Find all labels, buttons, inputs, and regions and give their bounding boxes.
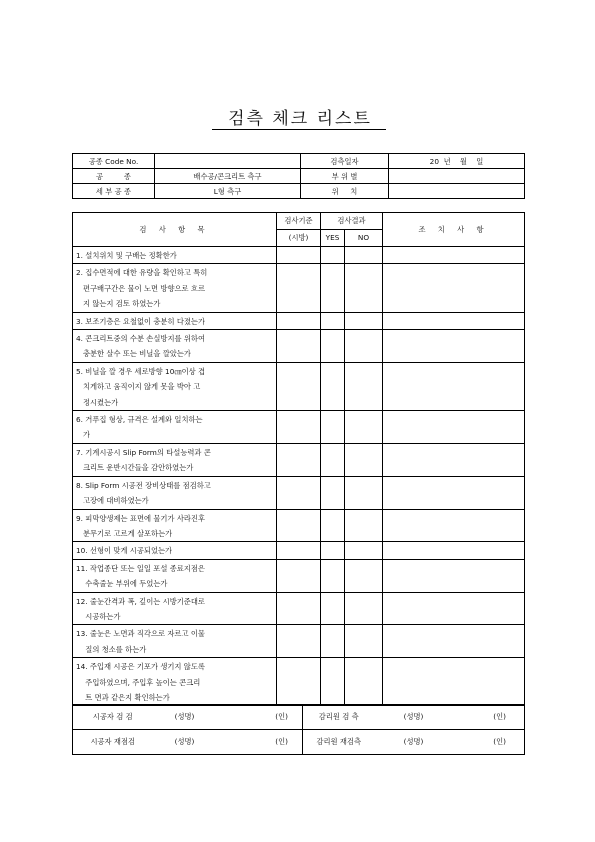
checklist-standard-cell[interactable] [277, 592, 321, 625]
checklist-standard-cell[interactable] [277, 476, 321, 509]
checklist-item-text [73, 592, 277, 625]
info-table [72, 153, 525, 199]
checklist-item-line: 14. 주입재 시공은 기포가 생기지 않도록 [76, 662, 205, 672]
checklist-row [73, 330, 525, 363]
checklist-item-line: 가 [76, 430, 91, 440]
checklist-yes-cell[interactable] [321, 247, 345, 264]
checklist-no-cell[interactable] [345, 312, 383, 329]
info-row-work [73, 169, 525, 184]
checklist-standard-cell[interactable] [277, 247, 321, 264]
work-value[interactable]: 배수공/콘크리트 측구 [155, 169, 301, 184]
header-result: 검사결과 [321, 213, 383, 230]
checklist-yes-cell[interactable] [321, 658, 345, 706]
checklist-standard-cell[interactable] [277, 330, 321, 363]
checklist-item-text [73, 312, 277, 329]
checklist-no-cell[interactable] [345, 542, 383, 559]
checklist-item-text [73, 330, 277, 363]
checklist-yes-cell[interactable] [321, 362, 345, 410]
checklist-standard-cell[interactable] [277, 559, 321, 592]
info-row-sub [73, 184, 525, 199]
checklist-item-line: 6. 거푸집 형상, 규격은 설계와 일치하는 [76, 415, 203, 425]
checklist-item-line: 10. 선형이 맞게 시공되었는가 [76, 546, 173, 556]
checklist-action-cell[interactable] [383, 658, 525, 706]
checklist-yes-cell[interactable] [321, 411, 345, 444]
checklist-no-cell[interactable] [345, 264, 383, 312]
checklist-item-line: 3. 보조기층은 요철없이 충분히 다졌는가 [76, 316, 206, 326]
loc-label: 위 치 [301, 184, 389, 199]
checklist-action-cell[interactable] [383, 362, 525, 410]
signature-row-2 [73, 730, 525, 755]
checklist-item-line: 8. Slip Form 시공전 장비상태를 점검하고 [76, 480, 211, 490]
checklist-yes-cell[interactable] [321, 592, 345, 625]
checklist-item-line: 충분한 살수 또는 비닐을 깔았는가 [76, 349, 191, 359]
supervisor-reinspect-seal[interactable]: (인) [453, 730, 525, 755]
checklist-item-line: 11. 작업종단 또는 일일 포설 종료지점은 [76, 563, 205, 573]
checklist-yes-cell[interactable] [321, 312, 345, 329]
checklist-standard-cell[interactable] [277, 625, 321, 658]
checklist-item-line: 주입하였으며, 주입후 높이는 콘크리 [76, 677, 201, 687]
header-items: 검 사 항 목 [73, 213, 277, 247]
checklist-action-cell[interactable] [383, 592, 525, 625]
checklist-item-line: 1. 설치위치 및 구배는 정확한가 [76, 251, 177, 260]
checklist-item-line: 5. 비닐을 깔 경우 세로방향 10㎝이상 겹 [76, 366, 206, 376]
checklist-row [73, 509, 525, 542]
checklist-item-line: 정시켰는가 [76, 397, 119, 407]
checklist-standard-cell[interactable] [277, 509, 321, 542]
supervisor-reinspect-label: 감리원 재검측 [303, 730, 375, 755]
checklist-row [73, 264, 525, 312]
checklist-action-cell[interactable] [383, 247, 525, 264]
checklist-row [73, 247, 525, 264]
checklist-item-line: 지 않는지 검토 하였는가 [76, 299, 161, 309]
checklist-action-cell[interactable] [383, 509, 525, 542]
supervisor-inspect-label: 감리원 검 측 [303, 705, 375, 730]
checklist-item-text [73, 625, 277, 658]
checklist-row [73, 476, 525, 509]
date-value[interactable]: 20 년 월 일 [389, 154, 525, 169]
checklist-item-line: 고장에 대비하였는가 [76, 496, 149, 506]
checklist-standard-cell[interactable] [277, 264, 321, 312]
checklist-item-line: 시공하는가 [76, 611, 121, 621]
info-row-code [73, 154, 525, 169]
title-underline [212, 129, 386, 130]
checklist-item-line: 편구배구간은 물이 노면 방향으로 흐르 [76, 283, 206, 293]
checklist-item-line: 치게하고 움직이지 않게 못을 박아 고 [76, 382, 201, 392]
checklist-no-cell[interactable] [345, 658, 383, 706]
checklist-item-line: 질의 청소를 하는가 [76, 644, 147, 654]
checklist-item-line: 수축줄눈 부위에 두었는가 [76, 579, 168, 589]
code-value[interactable] [155, 154, 301, 169]
checklist-no-cell[interactable] [345, 509, 383, 542]
checklist-item-text [73, 559, 277, 592]
checklist-action-cell[interactable] [383, 559, 525, 592]
checklist-item-text [73, 658, 277, 706]
checklist-item-text [73, 542, 277, 559]
checklist-row [73, 559, 525, 592]
checklist-item-line: 4. 콘크리트중의 수분 손실방지를 위하여 [76, 334, 206, 344]
checklist-row [73, 411, 525, 444]
header-standard: 검사기준 [277, 213, 321, 230]
checklist-row [73, 625, 525, 658]
work-label: 공 종 [73, 169, 155, 184]
checklist-item-line: 트 면과 같은지 확인하는가 [76, 692, 170, 702]
sub-label: 세 부 공 종 [73, 184, 155, 199]
supervisor-reinspect-signature[interactable]: (성명) [375, 730, 453, 755]
checklist-yes-cell[interactable] [321, 542, 345, 559]
header-no: NO [345, 230, 383, 247]
checklist-item-text [73, 443, 277, 476]
page-title: 검측 체크 리스트 [228, 109, 372, 129]
checklist-row [73, 592, 525, 625]
checklist-action-cell[interactable] [383, 264, 525, 312]
sub-value[interactable]: L형 측구 [155, 184, 301, 199]
checklist-item-text [73, 264, 277, 312]
checklist-standard-cell[interactable] [277, 542, 321, 559]
checklist-item-line: 12. 줄눈간격과 폭, 깊이는 시방기준대로 [76, 596, 205, 606]
supervisor-inspect-seal[interactable]: (인) [453, 705, 525, 730]
contractor-reinspect-seal[interactable]: (인) [217, 730, 303, 755]
signature-table [72, 704, 525, 755]
checklist-action-cell[interactable] [383, 312, 525, 329]
checklist-standard-cell[interactable] [277, 658, 321, 706]
checklist-item-text [73, 362, 277, 410]
checklist-action-cell[interactable] [383, 411, 525, 444]
checklist-action-cell[interactable] [383, 625, 525, 658]
contractor-inspect-signature[interactable]: (성명) [153, 705, 217, 730]
checklist-no-cell[interactable] [345, 476, 383, 509]
checklist-row [73, 658, 525, 706]
checklist-standard-cell[interactable] [277, 312, 321, 329]
checklist-yes-cell[interactable] [321, 443, 345, 476]
checklist-item-text [73, 411, 277, 444]
checklist-standard-cell[interactable] [277, 362, 321, 410]
checklist-no-cell[interactable] [345, 559, 383, 592]
header-yes: YES [321, 230, 345, 247]
checklist-item-line: 7. 기계시공시 Slip Form의 타설능력과 콘 [76, 447, 211, 457]
header-action: 조 치 사 항 [383, 213, 525, 247]
checklist-no-cell[interactable] [345, 443, 383, 476]
checklist-no-cell[interactable] [345, 625, 383, 658]
header-standard-sub: (시방) [277, 230, 321, 247]
contractor-reinspect-label: 시공자 재점검 [73, 730, 153, 755]
code-label: 공종 Code No. [73, 154, 155, 169]
checklist-item-line: 9. 피막양생제는 표면에 물기가 사라진후 [76, 513, 206, 523]
checklist-header-row-1 [73, 213, 525, 230]
checklist-no-cell[interactable] [345, 592, 383, 625]
date-label: 검측일자 [301, 154, 389, 169]
checklist-action-cell[interactable] [383, 476, 525, 509]
contractor-inspect-label: 시공자 검 검 [73, 705, 153, 730]
checklist-no-cell[interactable] [345, 330, 383, 363]
checklist-body [73, 247, 525, 706]
checklist-action-cell[interactable] [383, 443, 525, 476]
checklist-row [73, 443, 525, 476]
contractor-reinspect-signature[interactable]: (성명) [153, 730, 217, 755]
checklist-item-text [73, 247, 277, 264]
checklist-item-line: 크리트 운반시간들을 감안하였는가 [76, 463, 194, 473]
checklist-action-cell[interactable] [383, 330, 525, 363]
checklist-yes-cell[interactable] [321, 476, 345, 509]
checklist-yes-cell[interactable] [321, 509, 345, 542]
checklist-item-line: 13. 줄눈은 노면과 직각으로 자르고 이물 [76, 629, 205, 639]
contractor-inspect-seal[interactable]: (인) [217, 705, 303, 730]
signature-row-1 [73, 705, 525, 730]
checklist-standard-cell[interactable] [277, 443, 321, 476]
checklist-yes-cell[interactable] [321, 330, 345, 363]
checklist-table [72, 212, 525, 706]
checklist-standard-cell[interactable] [277, 411, 321, 444]
checklist-no-cell[interactable] [345, 247, 383, 264]
checklist-row [73, 312, 525, 329]
checklist-row [73, 362, 525, 410]
loc-value[interactable] [389, 184, 525, 199]
part-label: 부 위 별 [301, 169, 389, 184]
checklist-no-cell[interactable] [345, 362, 383, 410]
checklist-row [73, 542, 525, 559]
checklist-item-line: 2. 집수면적에 대한 유량을 확인하고 특히 [76, 268, 208, 278]
supervisor-inspect-signature[interactable]: (성명) [375, 705, 453, 730]
part-value[interactable] [389, 169, 525, 184]
checklist-yes-cell[interactable] [321, 559, 345, 592]
checklist-item-line: 분무기로 고르게 살포하는가 [76, 528, 173, 538]
checklist-no-cell[interactable] [345, 411, 383, 444]
checklist-item-text [73, 476, 277, 509]
checklist-yes-cell[interactable] [321, 264, 345, 312]
checklist-action-cell[interactable] [383, 542, 525, 559]
checklist-yes-cell[interactable] [321, 625, 345, 658]
checklist-item-text [73, 509, 277, 542]
